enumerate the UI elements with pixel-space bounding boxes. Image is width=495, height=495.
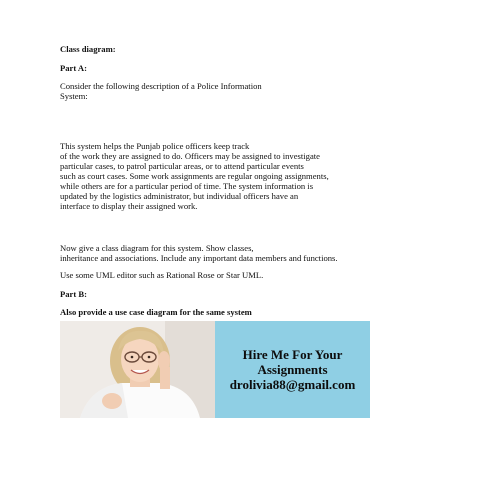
promo-email[interactable]: drolivia88@gmail.com	[229, 377, 356, 392]
part-b-text: Also provide a use case diagram for the same system	[60, 307, 252, 317]
description-line-4: such as court cases. Some work assignments are regular ongoing assignments,	[60, 171, 329, 181]
description-line-5: while others are for a particular period of time. The system information is	[60, 181, 314, 191]
heading: Class diagram:	[60, 44, 116, 54]
woman-photo	[60, 321, 215, 418]
description-line-7: interface to display their assigned work.	[60, 201, 198, 211]
intro-line-2: System:	[60, 91, 88, 101]
description-line-2: of the work they are assigned to do. Officers may be assigned to investigate	[60, 151, 320, 161]
task-line-1: Now give a class diagram for this system. Show classes,	[60, 243, 254, 253]
hire-me-banner	[60, 321, 370, 418]
part-b-label: Part B:	[60, 289, 87, 299]
tool-note: Use some UML editor such as Rational Rose or Star UML.	[60, 270, 264, 280]
description-line-3: particular cases, to patrol particular areas, or to attend particular events	[60, 161, 304, 171]
part-a-label: Part A:	[60, 63, 87, 73]
task-line-2: inheritance and associations. Include any important data members and functions.	[60, 253, 338, 263]
intro-line-1: Consider the following description of a Police Information	[60, 81, 262, 91]
woman-illustration	[60, 321, 215, 418]
description-line-6: updated by the logistics administrator, but individual officers have an	[60, 191, 299, 201]
promo-line-1: Hire Me For Your	[242, 347, 343, 362]
promo-panel	[215, 321, 370, 418]
description-line-1: This system helps the Punjab police officers keep track	[60, 141, 250, 151]
promo-line-2: Assignments	[257, 362, 328, 377]
